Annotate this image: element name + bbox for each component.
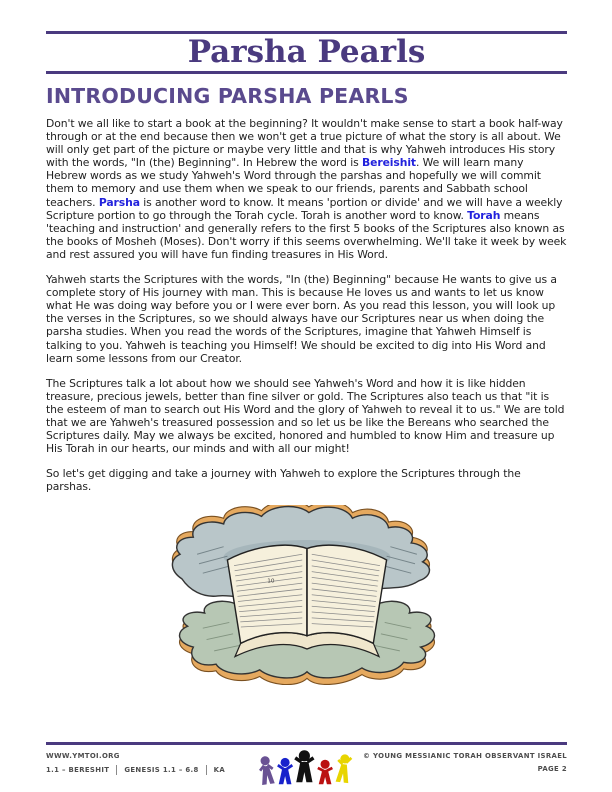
paragraph-text: means 'teaching and instruction' and generally refers to the first 5 books of the Scriptures also known as the books of Mosheh (Moses). Don't worry if this seems overwhelming. We'll take it week by week and rest assured you will have fun finding treasures in His Word. [46, 208, 567, 261]
open-book [227, 546, 386, 657]
footer-copyright: © YOUNG MESSIANIC TORAH OBSERVANT ISRAEL [363, 752, 567, 760]
paragraph-text: Don't we all like to start a book at the beginning? It wouldn't make sense to start a book half-way through or at the end because then we won't get a true picture of what the story is all about. We will only get part of the picture or maybe very little and that is why Yahweh introduces His story with the words, "In (the) Beginning". In Hebrew the word is [46, 117, 563, 170]
footer-separator [116, 765, 117, 775]
footer-left [46, 752, 225, 780]
paragraph-text: . We will learn many Hebrew words as we study Yahweh's Word through the parshas and hopefully we will commit them to memory and use them when we speak to our friends, parents and Sabbath school teachers. [46, 156, 541, 209]
title-rule-bottom [46, 71, 567, 74]
paragraph-text: The Scriptures talk a lot about how we should see Yahweh's Word and how it is like hidden treasure, precious jewels, better than fine silver or gold. The Scriptures also teach us that "it is the esteem of man to search out His Word and the glory of Yahweh to reveal it to us." We are told that we are Yahweh's treasured possession and so let us be like the Bereans who searched the Scriptures daily. May we always be excited, honored and humbled to know Him and treasure up His Torah in our hearts, our minds and with all our might! [46, 376, 565, 456]
paragraph-text: is another word to know. It means 'portion or divide' and we will have a weekly Scripture portion to go through the Torah cycle. Torah is another word to know. [46, 195, 563, 222]
paragraph-text: So let's get digging and take a journey with Yahweh to explore the Scriptures through the parshas. [46, 467, 521, 494]
body-text [46, 117, 567, 493]
book-page-marking: 10 [266, 579, 274, 586]
footer-separator [206, 765, 207, 775]
keyword-term: Torah [467, 208, 501, 222]
body-paragraph [46, 377, 567, 456]
keyword-term: Bereishit [362, 156, 416, 170]
footer-references [46, 765, 225, 775]
illustration-container [46, 505, 567, 689]
open-book-in-shell-illustration [159, 505, 455, 685]
body-paragraph [46, 273, 567, 365]
footer-reference: GENESIS 1.1 – 6.8 [124, 766, 199, 774]
keyword-term: Parsha [98, 195, 140, 209]
body-paragraph [46, 467, 567, 493]
body-paragraph [46, 117, 567, 261]
footer-reference: KA [213, 766, 226, 774]
ymtoi-logo [256, 747, 356, 787]
footer-reference: 1.1 – BERESHIT [46, 766, 110, 774]
paragraph-text: Yahweh starts the Scriptures with the words, "In (the) Beginning" because He wants to give us a complete story of His journey with man. This is because He loves us and wants to let us know what He was doing way before you or I were ever born. As you read this lesson, you will look up the verses in the Scriptures, so we should always have our Scriptures near us when doing the parsha studies. When you read the words of the Scriptures, imagine that Yahweh Himself is talking to you. Yahweh is teaching you Himself! We should be excited to dig into His Word and learn some lessons from our Creator. [46, 273, 557, 365]
footer-rule [46, 742, 567, 745]
footer-page-number: PAGE 2 [537, 765, 567, 773]
dancing-figures-logo-icon [256, 747, 356, 787]
page-content [46, 0, 567, 689]
section-heading: INTRODUCING PARSHA PEARLS [46, 84, 409, 108]
footer-site: WWW.YMTOI.ORG [46, 752, 120, 760]
footer-right [363, 752, 567, 778]
page-title: Parsha Pearls [187, 34, 426, 70]
